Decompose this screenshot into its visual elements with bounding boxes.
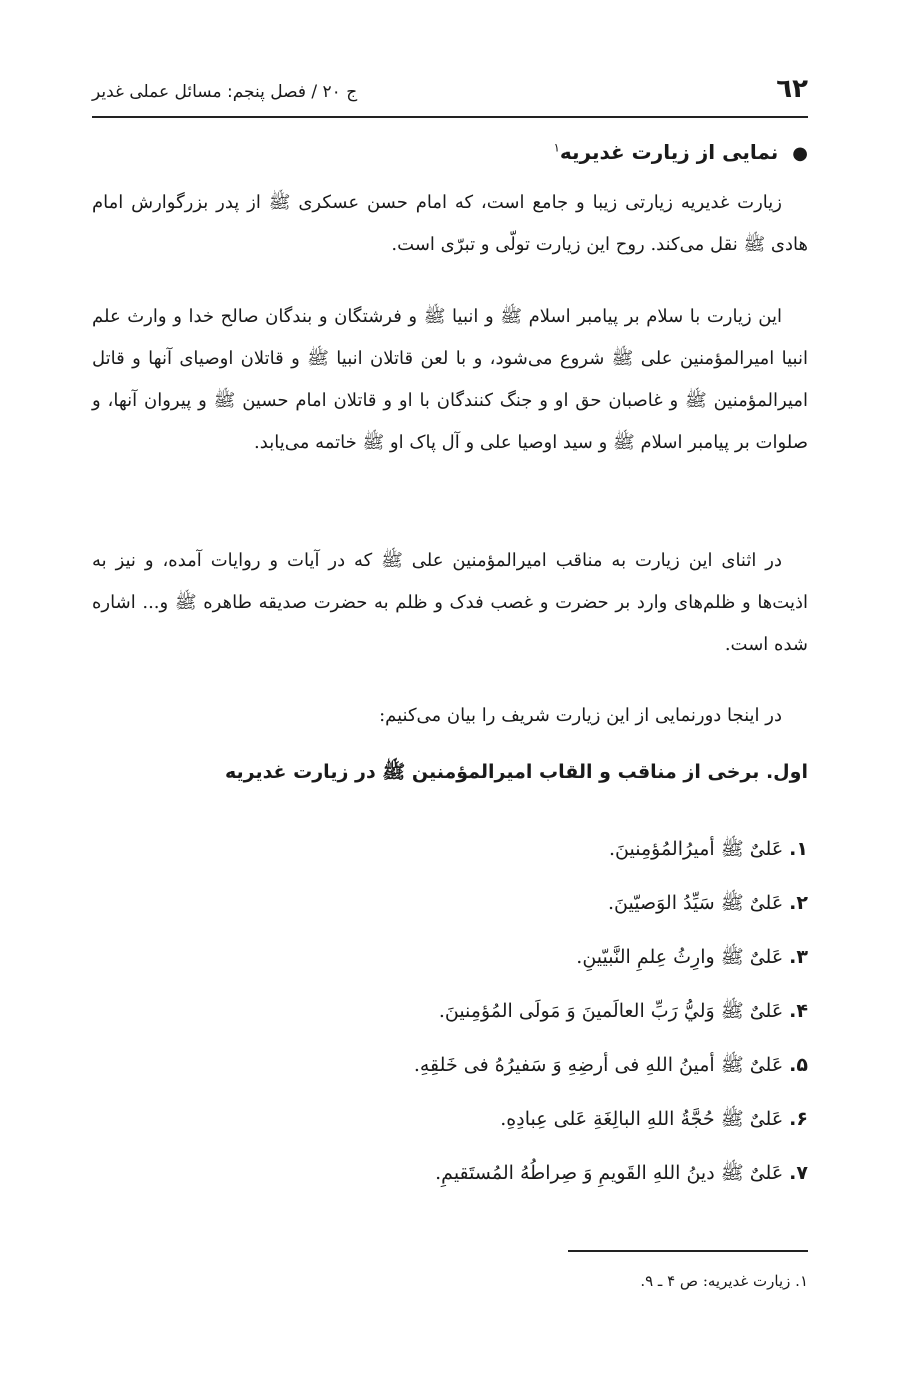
list-item [248,876,808,930]
list-item [248,984,808,1038]
footnote-reference[interactable]: ۱ [553,140,560,155]
list-item-text: عَلیٌ ﷺ وَليُّ رَبِّ العالَمينَ وَ مَولَی المُؤمِنينَ. [438,1000,784,1022]
list-item-text: عَلیٌ ﷺ وارِثُ عِلمِ النَّبيّينِ. [576,946,784,968]
list-item-text: عَلیٌ ﷺ حُجَّةُ اللهِ البالِغَةِ عَلی عِبادِهِ. [500,1108,784,1130]
list-item [248,1038,808,1092]
list-item-number: ۶. [789,1108,808,1130]
page-header [92,68,808,118]
subheading: اول. برخی از مناقب و القاب امیرالمؤمنین ﷺ در زیارت غدیریه [224,761,808,783]
running-title: ج ۲۰ / فصل پنجم: مسائل عملی غدیر [92,82,358,102]
list-item-text: عَلیٌ ﷺ سَيِّدُ الوَصيّينَ. [608,892,784,914]
paragraph-virtues: در اثنای این زیارت به مناقب امیرالمؤمنین علی ﷺ که در آیات و روایات آمده، و نیز به اذیت‌ها و ظلم‌های وارد بر حضرت و غصب فدک و ظلم به حضرت صدیقه طاهره ﷺ و... اشاره شده است. [92,550,808,655]
section-title-text: نمایی از زیارت غدیریه [559,140,779,164]
list-item-number: ۴. [789,1000,808,1022]
page-number: ٦٢ [776,74,808,104]
paragraph-structure: این زیارت با سلام بر پیامبر اسلام ﷺ و انبیا ﷺ و فرشتگان و بندگان صالح خدا و وارث علم انبیا امیرالمؤمنین علی ﷺ شروع می‌شود، و با لعن قاتلان انبیا ﷺ و قاتلان اوصیای آنها و قاتل امیرالمؤمنین ﷺ و غاصبان حق او و جنگ کنندگان با او و قاتلان امام حسین ﷺ و پیروان آنها، و صلوات بر پیامبر اسلام ﷺ و سید اوصیا علی و آل پاک او ﷺ خاتمه می‌یابد. [92,306,809,453]
list-item-number: ۲. [789,892,808,914]
list-item-number: ۱. [789,838,808,860]
list-item-text: عَلیٌ ﷺ دينُ اللهِ القَويمِ وَ صِراطُهُ المُستَقيمِ. [435,1162,784,1184]
list-item-number: ۵. [789,1054,808,1076]
footnote-divider [568,1250,808,1252]
paragraph-overview: در اینجا دورنمایی از این زیارت شریف را بیان می‌کنیم: [379,705,782,726]
list-item-text: عَلیٌ ﷺ أمينُ اللهِ فی أرضِهِ وَ سَفيرُهُ فی خَلقِهِ. [413,1054,784,1076]
virtues-list [248,822,808,1200]
list-item [248,930,808,984]
bullet-icon: ● [792,143,808,164]
footnote: ۱. زیارت غدیریه: ص ۴ ـ ۹. [640,1272,808,1290]
list-item [248,1146,808,1200]
list-item [248,822,808,876]
list-item-number: ۳. [789,946,808,968]
list-item-number: ۷. [789,1162,808,1184]
section-title [92,140,808,164]
paragraph-intro: زیارت غدیریه زیارتی زیبا و جامع است، که امام حسن عسکری ﷺ از پدر بزرگوارش امام هادی ﷺ نقل می‌کند. روح این زیارت تولّی و تبرّی است. [92,192,808,255]
list-item [248,1092,808,1146]
list-item-text: عَلیٌ ﷺ أميرُالمُؤمِنينَ. [608,838,784,860]
